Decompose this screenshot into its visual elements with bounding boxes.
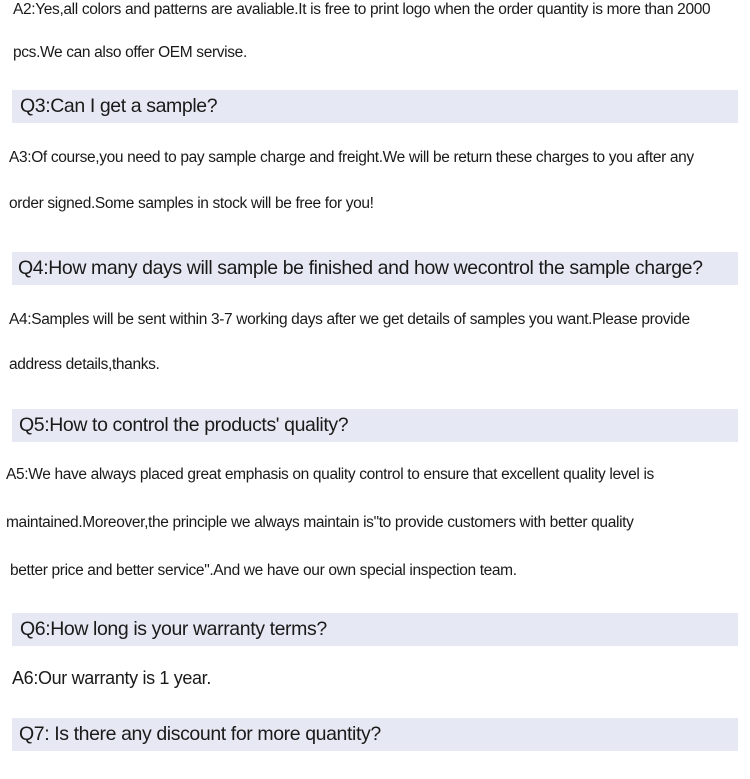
answer-a4-line-2: address details,thanks. [9, 356, 160, 373]
question-q3: Q3:Can I get a sample? [20, 95, 218, 117]
answer-a5-line-3: better price and better service".And we have our own special inspection team. [10, 562, 517, 579]
answer-a5-line-2: maintained.Moreover,the principle we always maintain is"to provide customers with better quality [6, 514, 634, 531]
question-bar-q3 [12, 90, 738, 123]
answer-a6-line-1: A6:Our warranty is 1 year. [12, 668, 211, 688]
answer-a3-line-1: A3:Of course,you need to pay sample charge and freight.We will be return these charges to you after any [9, 149, 694, 166]
answer-a2-line-1: A2:Yes,all colors and patterns are avaliable.It is free to print logo when the order quantity is more than 2000 [13, 1, 711, 18]
question-q7: Q7: Is there any discount for more quantity? [19, 723, 381, 745]
answer-a2-line-2: pcs.We can also offer OEM servise. [13, 44, 247, 61]
question-bar-q7 [12, 718, 738, 751]
answer-a3-line-2: order signed.Some samples in stock will be free for you! [9, 195, 374, 212]
question-bar-q5 [12, 409, 738, 442]
question-q4: Q4:How many days will sample be finished and how wecontrol the sample charge? [18, 257, 703, 279]
answer-a5-line-1: A5:We have always placed great emphasis on quality control to ensure that excellent quality level is [6, 466, 654, 483]
question-q5: Q5:How to control the products' quality? [19, 414, 349, 436]
answer-a4-line-1: A4:Samples will be sent within 3-7 working days after we get details of samples you want.Please provide [9, 311, 690, 328]
question-bar-q6 [12, 613, 738, 646]
question-bar-q4 [12, 252, 738, 285]
question-q6: Q6:How long is your warranty terms? [20, 618, 327, 640]
